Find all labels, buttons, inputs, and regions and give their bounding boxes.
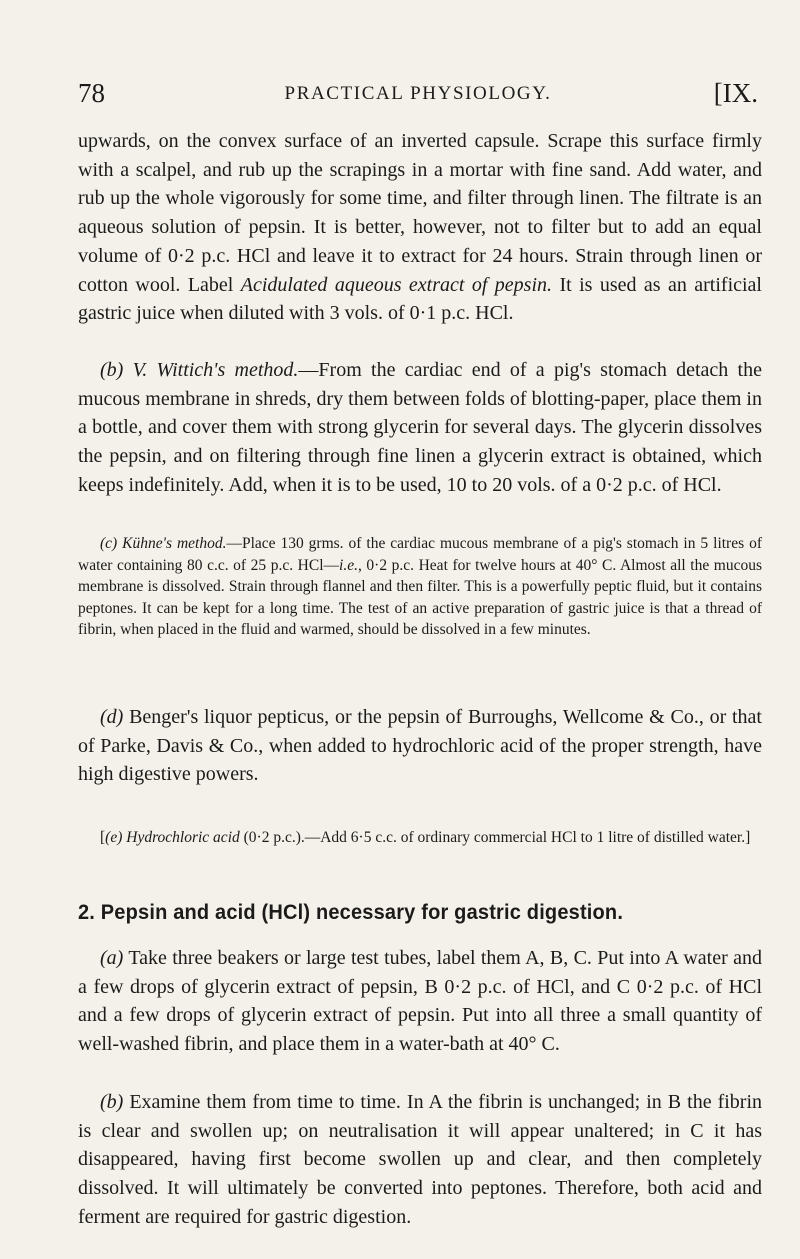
para-b-marker: (b): [100, 359, 124, 381]
running-title: PRACTICAL PHYSIOLOGY.: [284, 83, 552, 104]
paragraph-2a: [78, 944, 762, 1059]
para-2a-text: Take three beakers or large test tubes, label them A, B, C. Put into A water and a few drops of glycerin extract of pepsin, B 0·2 p.c. of HCl, and C 0·2 p.c. of HCl and a few drops of glycerin extract of pepsin. Put into all three a small quantity of well-washed fibrin, and place them in a water-bath at 40° C.: [78, 947, 762, 1056]
para-e-open-bracket: [: [100, 829, 106, 846]
para-e-marker: (e): [105, 829, 123, 846]
para-c-title: Kühne's method.: [122, 535, 227, 552]
para-2b-text: Examine them from time to time. In A the fibrin is unchanged; in B the fibrin is clear and swollen up; on neutralisation it will appear unaltered; in C it has disappeared, having first become swollen up and clear, and then completely dissolved. It will ultimately be converted into peptones. Therefore, both acid and ferment are required for gastric digestion.: [78, 1091, 762, 1228]
paragraph-2b: [78, 1088, 762, 1232]
paragraph-e: [78, 827, 762, 849]
para-d-marker: (d): [100, 706, 124, 728]
paragraph-b: [78, 356, 762, 500]
paragraph-c: [78, 533, 762, 641]
para-d-text: Benger's liquor pepticus, or the pepsin of Burroughs, Wellcome & Co., or that of Parke, Davis & Co., when added to hydrochloric acid of the proper strength, have high digestive powers.: [78, 706, 762, 786]
para-a-text-1: upwards, on the convex surface of an inverted capsule. Scrape this surface firmly with a scalpel, and rub up the scrapings in a mortar with fine sand. Add water, and rub up the whole vigorously for some time, and filter through linen. The filtrate is an aqueous solution of pepsin. It is better, however, not to filter but to add an equal volume of 0·2 p.c. HCl and leave it to extract for 24 hours. Strain through linen or cotton wool. Label: [78, 130, 762, 296]
para-a-label: Acidulated aqueous extract of pepsin.: [240, 273, 553, 296]
page-number: 78: [78, 78, 105, 108]
para-e-title: Hydrochloric acid: [126, 829, 240, 846]
para-b-title: V. Wittich's method.: [132, 359, 299, 381]
running-header: [78, 78, 758, 114]
para-2a-marker: (a): [100, 947, 124, 969]
para-c-marker: (c): [100, 535, 118, 552]
para-e-text: (0·2 p.c.).—Add 6·5 c.c. of ordinary commercial HCl to 1 litre of distilled water.]: [239, 829, 751, 846]
para-a-text-2: It is used as an artificial gastric juice when diluted with 3 vols. of 0·1 p.c. HCl.: [78, 273, 762, 325]
paragraph-a-continued: [78, 127, 762, 328]
paragraph-d: [78, 703, 762, 789]
para-c-text-2: , 0·2 p.c. Heat for twelve hours at 40° C. Almost all the mucous membrane is dissolved. Strain through flannel and then filter. This is a powerfully peptic fluid, but it contains peptones. It can be kept for a long time. The test of an active preparation of gastric juice is that a thread of fibrin, when placed in the fluid and warmed, should be dissolved in a few minutes.: [78, 556, 762, 639]
para-b-text: —From the cardiac end of a pig's stomach detach the mucous membrane in shreds, dry them between folds of blotting-paper, place them in a bottle, and cover them with strong glycerin for several days. The glycerin dissolves the pepsin, and on filtering through fine linen a glycerin extract is obtained, which keeps indefinitely. Add, when it is to be used, 10 to 20 vols. of a 0·2 p.c. of HCl.: [78, 359, 762, 496]
section-heading: 2. Pepsin and acid (HCl) necessary for gastric digestion.: [78, 900, 624, 924]
para-c-text-1: —Place 130 grms. of the cardiac mucous membrane of a pig's stomach in 5 litres of water containing 80 c.c. of 25 p.c. HCl—: [78, 535, 762, 574]
section-marker: [IX.: [713, 78, 758, 108]
para-c-ie: i.e.: [339, 556, 358, 574]
para-2b-marker: (b): [100, 1091, 124, 1113]
